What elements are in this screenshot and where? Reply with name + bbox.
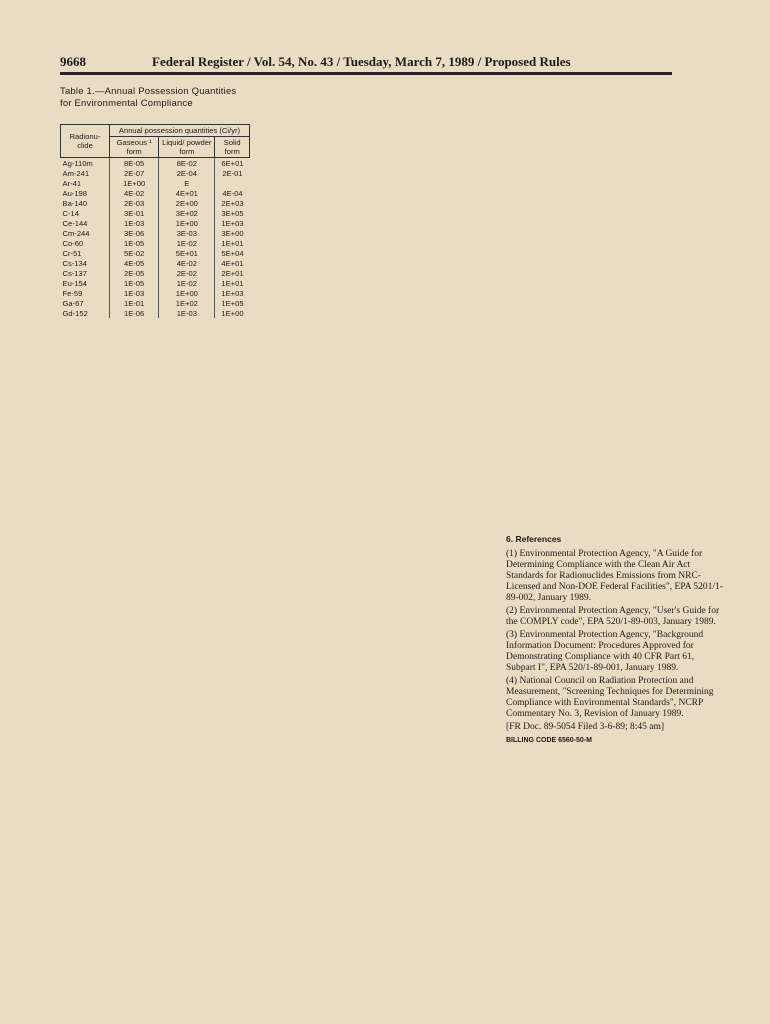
reference-item: (1) Environmental Protection Agency, "A Guide for Determining Compliance with the Clean Air Act Standards for Radionuclides Emissions from NRC-Licensed and Non-DOE Federal Facilities", EPA 5201/1-89-002, January 1989. <box>506 549 723 603</box>
value-cell: 2E-05 <box>110 268 159 278</box>
value-cell: 1E+00 <box>159 218 215 228</box>
value-cell: 2E-07 <box>110 168 159 178</box>
table-row <box>61 198 250 208</box>
value-cell: 4E-02 <box>110 188 159 198</box>
value-cell: 2E-01 <box>215 168 250 178</box>
value-cell: 1E+00 <box>215 308 250 318</box>
value-cell: 1E+00 <box>159 288 215 298</box>
table-row <box>61 268 250 278</box>
table1-group-header: Annual possession quantities (Ci/yr) <box>110 125 250 137</box>
value-cell: 1E-03 <box>110 288 159 298</box>
table1-body <box>61 158 250 319</box>
table1-col-radionuclide: Radionu-clide <box>61 125 110 158</box>
header-title: Federal Register / Vol. 54, No. 43 / Tuesday, March 7, 1989 / Proposed Rules <box>152 54 571 69</box>
document-page <box>44 40 734 1000</box>
table-row <box>61 228 250 238</box>
table-row <box>61 178 250 188</box>
value-cell: 3E-01 <box>110 208 159 218</box>
value-cell: 3E-03 <box>159 228 215 238</box>
value-cell: 1E+01 <box>215 238 250 248</box>
value-cell: 1E+05 <box>215 298 250 308</box>
radionuclide-cell: Eu-154 <box>62 278 87 288</box>
table-row <box>61 158 250 169</box>
radionuclide-cell: Fe-59 <box>62 288 83 298</box>
value-cell: 1E-02 <box>159 238 215 248</box>
table1-caption: Table 1.—Annual Possession Quantities for Environmental Compliance <box>60 86 237 109</box>
table1-col-solid: Solid form <box>215 137 250 158</box>
reference-item: (2) Environmental Protection Agency, "User's Guide for the COMPLY code", EPA 520/1-89-003, January 1989. <box>506 606 720 627</box>
radionuclide-cell: Au-198 <box>62 188 87 198</box>
value-cell: E <box>159 178 215 188</box>
table-row <box>61 168 250 178</box>
table-row <box>61 288 250 298</box>
value-cell: 5E+04 <box>215 248 250 258</box>
column-1 <box>60 86 250 318</box>
table-row <box>61 308 250 318</box>
value-cell: 1E-05 <box>110 238 159 248</box>
filing-note: [FR Doc. 89-5054 Filed 3-6-89; 8:45 am] <box>506 722 665 732</box>
table-row <box>61 278 250 288</box>
value-cell: 8E-05 <box>110 158 159 169</box>
radionuclide-cell: Ce-144 <box>62 218 88 228</box>
table-row <box>61 218 250 228</box>
references-heading: 6. References <box>506 534 562 544</box>
radionuclide-cell: Cs-137 <box>62 268 87 278</box>
radionuclide-cell: C-14 <box>62 208 79 218</box>
table-row <box>61 258 250 268</box>
references-section <box>506 534 726 748</box>
value-cell: 5E+01 <box>159 248 215 258</box>
reference-item: (4) National Council on Radiation Protection and Measurement, "Screening Techniques for Determining Compliance with Environmental Standards", NCRP Commentary No. 3, Revision of January 1989. <box>506 676 714 719</box>
value-cell: 1E-03 <box>159 308 215 318</box>
billing-code: BILLING CODE 6560-50-M <box>506 737 592 744</box>
value-cell: 4E-02 <box>159 258 215 268</box>
table-row <box>61 238 250 248</box>
radionuclide-cell: Gd-152 <box>62 308 88 318</box>
value-cell: 2E-02 <box>159 268 215 278</box>
value-cell: 8E-02 <box>159 158 215 169</box>
page-number: 9668 <box>60 54 86 69</box>
value-cell: 2E-04 <box>159 168 215 178</box>
value-cell: 5E-02 <box>110 248 159 258</box>
radionuclide-cell: Cs-134 <box>62 258 87 268</box>
table-row <box>61 298 250 308</box>
value-cell: 1E-01 <box>110 298 159 308</box>
radionuclide-cell: Ar-41 <box>62 178 82 188</box>
radionuclide-cell: Ag-110m <box>62 158 93 168</box>
table1 <box>60 124 250 318</box>
value-cell: 3E+02 <box>159 208 215 218</box>
reference-item: (3) Environmental Protection Agency, "Background Information Document: Procedures Approved for Demonstrating Compliance with 40 CFR Part 61, Subpart I", EPA 520/1-89-001, January 1989. <box>506 630 704 673</box>
value-cell: 1E-03 <box>110 218 159 228</box>
header-rule <box>60 72 672 75</box>
value-cell: 4E-04 <box>215 188 250 198</box>
table-row <box>61 248 250 258</box>
radionuclide-cell: Cr-51 <box>62 248 82 258</box>
value-cell: 4E+01 <box>215 258 250 268</box>
value-cell: 1E-06 <box>110 308 159 318</box>
value-cell: 3E-06 <box>110 228 159 238</box>
radionuclide-cell: Ba-140 <box>62 198 87 208</box>
radionuclide-cell: Ga-67 <box>62 298 84 308</box>
value-cell: 2E+01 <box>215 268 250 278</box>
value-cell: 1E+00 <box>110 178 159 188</box>
value-cell: 1E+03 <box>215 218 250 228</box>
value-cell: 1E-05 <box>110 278 159 288</box>
value-cell: 2E+03 <box>215 198 250 208</box>
table-row <box>61 188 250 198</box>
value-cell: 1E+03 <box>215 288 250 298</box>
radionuclide-cell: Cm-244 <box>62 228 90 238</box>
table-row <box>61 208 250 218</box>
radionuclide-cell: Co-60 <box>62 238 84 248</box>
value-cell: 4E-05 <box>110 258 159 268</box>
value-cell <box>215 178 250 188</box>
table1-col-liquid: Liquid/ powder form <box>159 137 215 158</box>
value-cell: 3E+05 <box>215 208 250 218</box>
value-cell: 4E+01 <box>159 188 215 198</box>
table1-col-gaseous: Gaseous ¹ form <box>110 137 159 158</box>
value-cell: 2E-03 <box>110 198 159 208</box>
value-cell: 1E-02 <box>159 278 215 288</box>
value-cell: 1E+01 <box>215 278 250 288</box>
value-cell: 1E+02 <box>159 298 215 308</box>
value-cell: 3E+00 <box>215 228 250 238</box>
value-cell: 6E+01 <box>215 158 250 169</box>
radionuclide-cell: Am-241 <box>62 168 90 178</box>
value-cell: 2E+00 <box>159 198 215 208</box>
